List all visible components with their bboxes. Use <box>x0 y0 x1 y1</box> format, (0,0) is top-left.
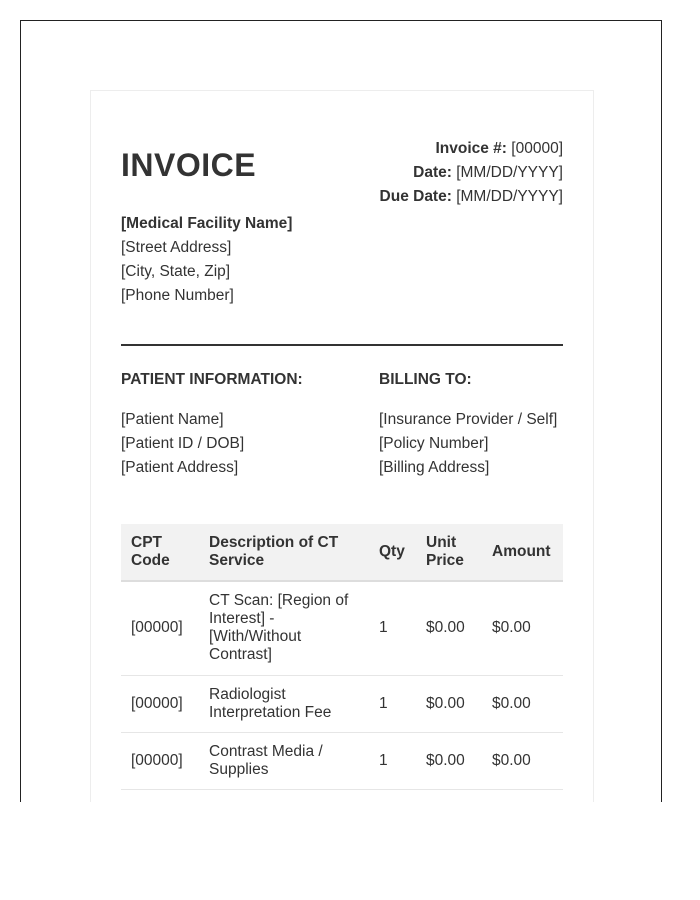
billing-address: [Billing Address] <box>379 459 490 476</box>
header-cpt-code <box>121 524 199 581</box>
facility-name: [Medical Facility Name] <box>121 215 293 232</box>
cell-unit-price: $0.00 <box>416 675 482 732</box>
cell-description: Radiologist Interpretation Fee <box>199 675 369 732</box>
header-amount: Amount <box>482 524 563 581</box>
cell-description: Contrast Media / Supplies <box>199 732 369 789</box>
invoice-sheet <box>90 90 594 802</box>
cell-amount: $0.00 <box>482 581 563 675</box>
patient-name: [Patient Name] <box>121 411 224 428</box>
invoice-meta <box>380 137 563 209</box>
patient-address: [Patient Address] <box>121 459 239 476</box>
cell-qty: 1 <box>369 675 416 732</box>
invoice-due-date-value: [MM/DD/YYYY] <box>456 188 563 205</box>
facility-phone: [Phone Number] <box>121 287 234 304</box>
cell-unit-price: $0.00 <box>416 581 482 675</box>
header-unit-price-line1: Unit <box>426 534 457 551</box>
patient-info <box>121 368 303 480</box>
cell-amount: $0.00 <box>482 675 563 732</box>
billing-info <box>379 368 557 480</box>
services-table <box>121 524 563 790</box>
table-row <box>121 581 563 675</box>
header-qty: Qty <box>369 524 416 581</box>
cell-code: [00000] <box>121 732 199 789</box>
billing-heading: BILLING TO: <box>379 371 472 388</box>
cell-description: CT Scan: [Region of Interest] - [With/Without Contrast] <box>199 581 369 675</box>
invoice-number-value: [00000] <box>511 140 563 157</box>
cell-qty: 1 <box>369 732 416 789</box>
patient-id-dob: [Patient ID / DOB] <box>121 435 245 452</box>
cell-unit-price: $0.00 <box>416 732 482 789</box>
header-cpt-code-line2: Code <box>131 552 170 569</box>
table-header-row <box>121 524 563 581</box>
cell-qty: 1 <box>369 581 416 675</box>
table-row <box>121 732 563 789</box>
table-row <box>121 675 563 732</box>
cell-amount: $0.00 <box>482 732 563 789</box>
invoice-number <box>380 137 563 161</box>
patient-info-heading: PATIENT INFORMATION: <box>121 371 303 388</box>
header-unit-price <box>416 524 482 581</box>
invoice-title: INVOICE <box>121 147 257 183</box>
billing-provider: [Insurance Provider / Self] <box>379 411 558 428</box>
facility-block <box>121 212 292 308</box>
invoice-due-date-label: Due Date: <box>379 188 452 205</box>
invoice-date <box>380 161 563 185</box>
billing-policy: [Policy Number] <box>379 435 489 452</box>
cell-code: [00000] <box>121 581 199 675</box>
invoice-due-date <box>380 185 563 209</box>
facility-city: [City, State, Zip] <box>121 263 231 280</box>
page-frame <box>20 20 662 802</box>
invoice-date-label: Date: <box>413 164 452 181</box>
cell-code: [00000] <box>121 675 199 732</box>
facility-street: [Street Address] <box>121 239 232 256</box>
header-cpt-code-line1: CPT <box>131 534 162 551</box>
header-description: Description of CT Service <box>199 524 369 581</box>
header-unit-price-line2: Price <box>426 552 464 569</box>
invoice-number-label: Invoice #: <box>435 140 507 157</box>
section-divider <box>121 344 563 346</box>
invoice-date-value: [MM/DD/YYYY] <box>456 164 563 181</box>
